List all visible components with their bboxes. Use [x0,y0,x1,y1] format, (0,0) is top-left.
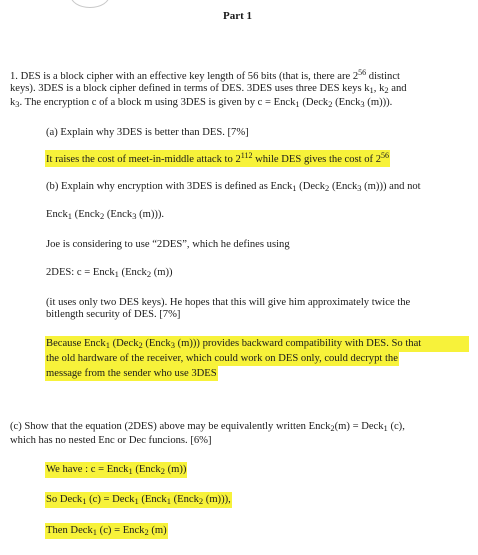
q1-line-2: keys). 3DES is a block cipher defined in terms of DES. 3DES uses three DES keys $k_1$, $k_2$ and [10,83,407,95]
answer-c-line-3: Then Deck$_1$ (c) = Enck$_2$ (m) [46,525,167,537]
question-b-para-line-2: bitlength security of DES. [7%] [46,309,181,320]
joe-paragraph: Joe is considering to use “2DES”, which he defines using [46,239,290,250]
2des-formula: 2DES: c = Enck$_1$ (Enck$_2$ (m)) [46,267,173,279]
question-c-line-1: (c) Show that the equation (2DES) above may be equivalently written Enck$_2$(m) = Deck$_1$ (c), [10,421,405,433]
answer-c-line-1: We have : c = Enck$_1$ (Enck$_2$ (m)) [46,464,187,476]
q1-line-1: 1. DES is a block cipher with an effective key length of 56 bits (that is, there are $2^{56}$ distinct [10,68,400,82]
answer-b-line-2: the old hardware of the receiver, which could work on DES only, could decrypt the [45,351,399,366]
answer-b-line-1: Because Enck$_1$ (Deck$_2$ (Enck$_3$ (m))) provides backward compatibility with DES. So that [45,336,469,352]
question-b-line-2: Enck$_1$ (Enck$_2$ (Enck$_3$ (m))). [46,209,165,221]
page-corner-circle [70,0,110,8]
answer-c-line-2: So Deck$_1$ (c) = Deck$_1$ (Enck$_1$ (Enck$_2$ (m))), [46,494,231,506]
q1-line-3: $k_3$. The encryption c of a block m using 3DES is given by c = Enck$_1$ (Deck$_2$ (Enck$_3$ (m))). [10,97,393,109]
question-b-para-line-1: (it uses only two DES keys). He hopes that this will give him approximately twice the [46,297,411,308]
question-a: (a) Explain why 3DES is better than DES. [7%] [46,127,249,138]
part-title: Part 1 [223,10,253,22]
question-b-line-1: (b) Explain why encryption with 3DES is defined as Enck$_1$ (Deck$_2$ (Enck$_3$ (m))) and not [46,181,421,193]
question-c-line-2: which has no nested Enc or Dec funcions. [6%] [10,435,212,446]
answer-b-line-3: message from the sender who use 3DES [45,366,218,381]
answer-a: It raises the cost of meet-in-middle attack to $2^{112}$ while DES gives the cost of $2^{56}$ [45,150,390,167]
